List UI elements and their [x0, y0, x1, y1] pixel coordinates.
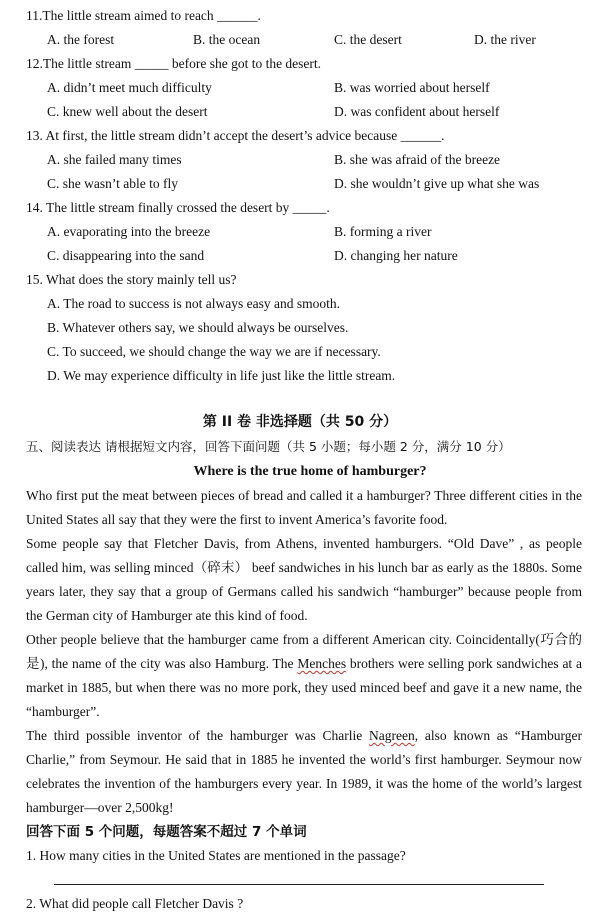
paragraph-4-text-a: The third possible inventor of the hamburger was Charlie	[26, 728, 369, 743]
question-13-option-b: B. she was afraid of the breeze	[334, 152, 501, 167]
answer-question-2: 2. What did people call Fletcher Davis ?	[26, 896, 244, 911]
question-12-option-a: A. didn’t meet much difficulty	[47, 80, 212, 95]
answer-question-1: 1. How many cities in the United States are mentioned in the passage?	[26, 848, 406, 863]
paragraph-3-text-b: brothers were selling pork sandwiches at a market in 1885, but when there was no more pork, they used minced beef and gave it a new name, the “hamburger”.	[26, 656, 582, 719]
question-12-option-b: B. was worried about herself	[334, 80, 490, 95]
paragraph-4-text-b: , also known as “Hamburger Charlie,” from Seymour. He said that in 1885 he invented the world’s first hamburger. Seymour now celebrates the invention of the hamburgers every year. In 1989, it was the home of the world’s largest hamburger—over 2,500kg!	[26, 728, 582, 815]
word-nagreen: Nagreen	[369, 728, 415, 743]
question-14-stem: 14. The little stream finally crossed the desert by _____.	[26, 200, 330, 215]
passage-paragraph-4	[26, 724, 582, 820]
passage-title: Where is the true home of hamburger?	[193, 464, 427, 479]
question-15-option-d: D. We may experience difficulty in life just like the little stream.	[47, 368, 396, 383]
question-15-option-b: B. Whatever others say, we should always be ourselves.	[47, 320, 349, 335]
question-12-option-d: D. was confident about herself	[334, 104, 500, 119]
question-13-option-c: C. she wasn’t able to fly	[47, 176, 178, 191]
question-12-stem: 12.The little stream _____ before she got to the desert.	[26, 56, 322, 71]
passage-paragraph-3	[26, 628, 582, 724]
word-menches: Menches	[297, 656, 347, 671]
question-11-option-d: D. the river	[474, 32, 536, 47]
question-14-option-d: D. changing her nature	[334, 248, 458, 263]
question-13-option-a: A. she failed many times	[47, 152, 182, 167]
question-11-stem: 11.The little stream aimed to reach ______.	[26, 8, 261, 23]
paragraph-3-text-a: Other people believe that the hamburger came from a different American city. Coincidentally(巧合的是), the name of the city was also Hamburg. The	[26, 632, 582, 671]
section-heading: 五、阅读表达 请根据短文内容，回答下面问题（共 5 小题；每小题 2 分，满分 10 分）	[26, 439, 511, 454]
question-13-option-d: D. she wouldn’t give up what she was	[334, 176, 540, 191]
question-15-stem: 15. What does the story mainly tell us?	[26, 272, 237, 287]
question-14-option-b: B. forming a river	[334, 224, 432, 239]
question-14-option-c: C. disappearing into the sand	[47, 248, 205, 263]
question-12-option-c: C. knew well about the desert	[47, 104, 208, 119]
question-15-option-c: C. To succeed, we should change the way we are if necessary.	[47, 344, 381, 359]
question-14-option-a: A. evaporating into the breeze	[47, 224, 211, 239]
passage-paragraph-2: Some people say that Fletcher Davis, from Athens, invented hamburgers. “Old Dave” , as people called him, was selling minced（碎末） beef sandwiches in his lunch bar as early as the 1880s. Some years later, they say that a group of Germans called his sandwich “hamburger” because people from the German city of Hamburger ate this kind of food.	[26, 536, 582, 623]
question-13-stem: 13. At first, the little stream didn’t accept the desert’s advice because ______.	[26, 128, 445, 143]
question-11-option-b: B. the ocean	[193, 32, 261, 47]
question-15-option-a: A. The road to success is not always easy and smooth.	[47, 296, 340, 311]
answer-instruction: 回答下面 5 个问题，每题答案不超过 7 个单词	[26, 824, 307, 840]
question-11-option-a: A. the forest	[47, 32, 115, 47]
passage-paragraph-1: Who first put the meat between pieces of bread and called it a hamburger? Three different cities in the United States all say that they were the first to invent America’s favorite food.	[26, 488, 582, 527]
question-11-option-c: C. the desert	[334, 32, 402, 47]
section-title: 第 II 卷 非选择题（共 50 分）	[202, 414, 398, 430]
answer-line-1[interactable]	[54, 884, 544, 885]
